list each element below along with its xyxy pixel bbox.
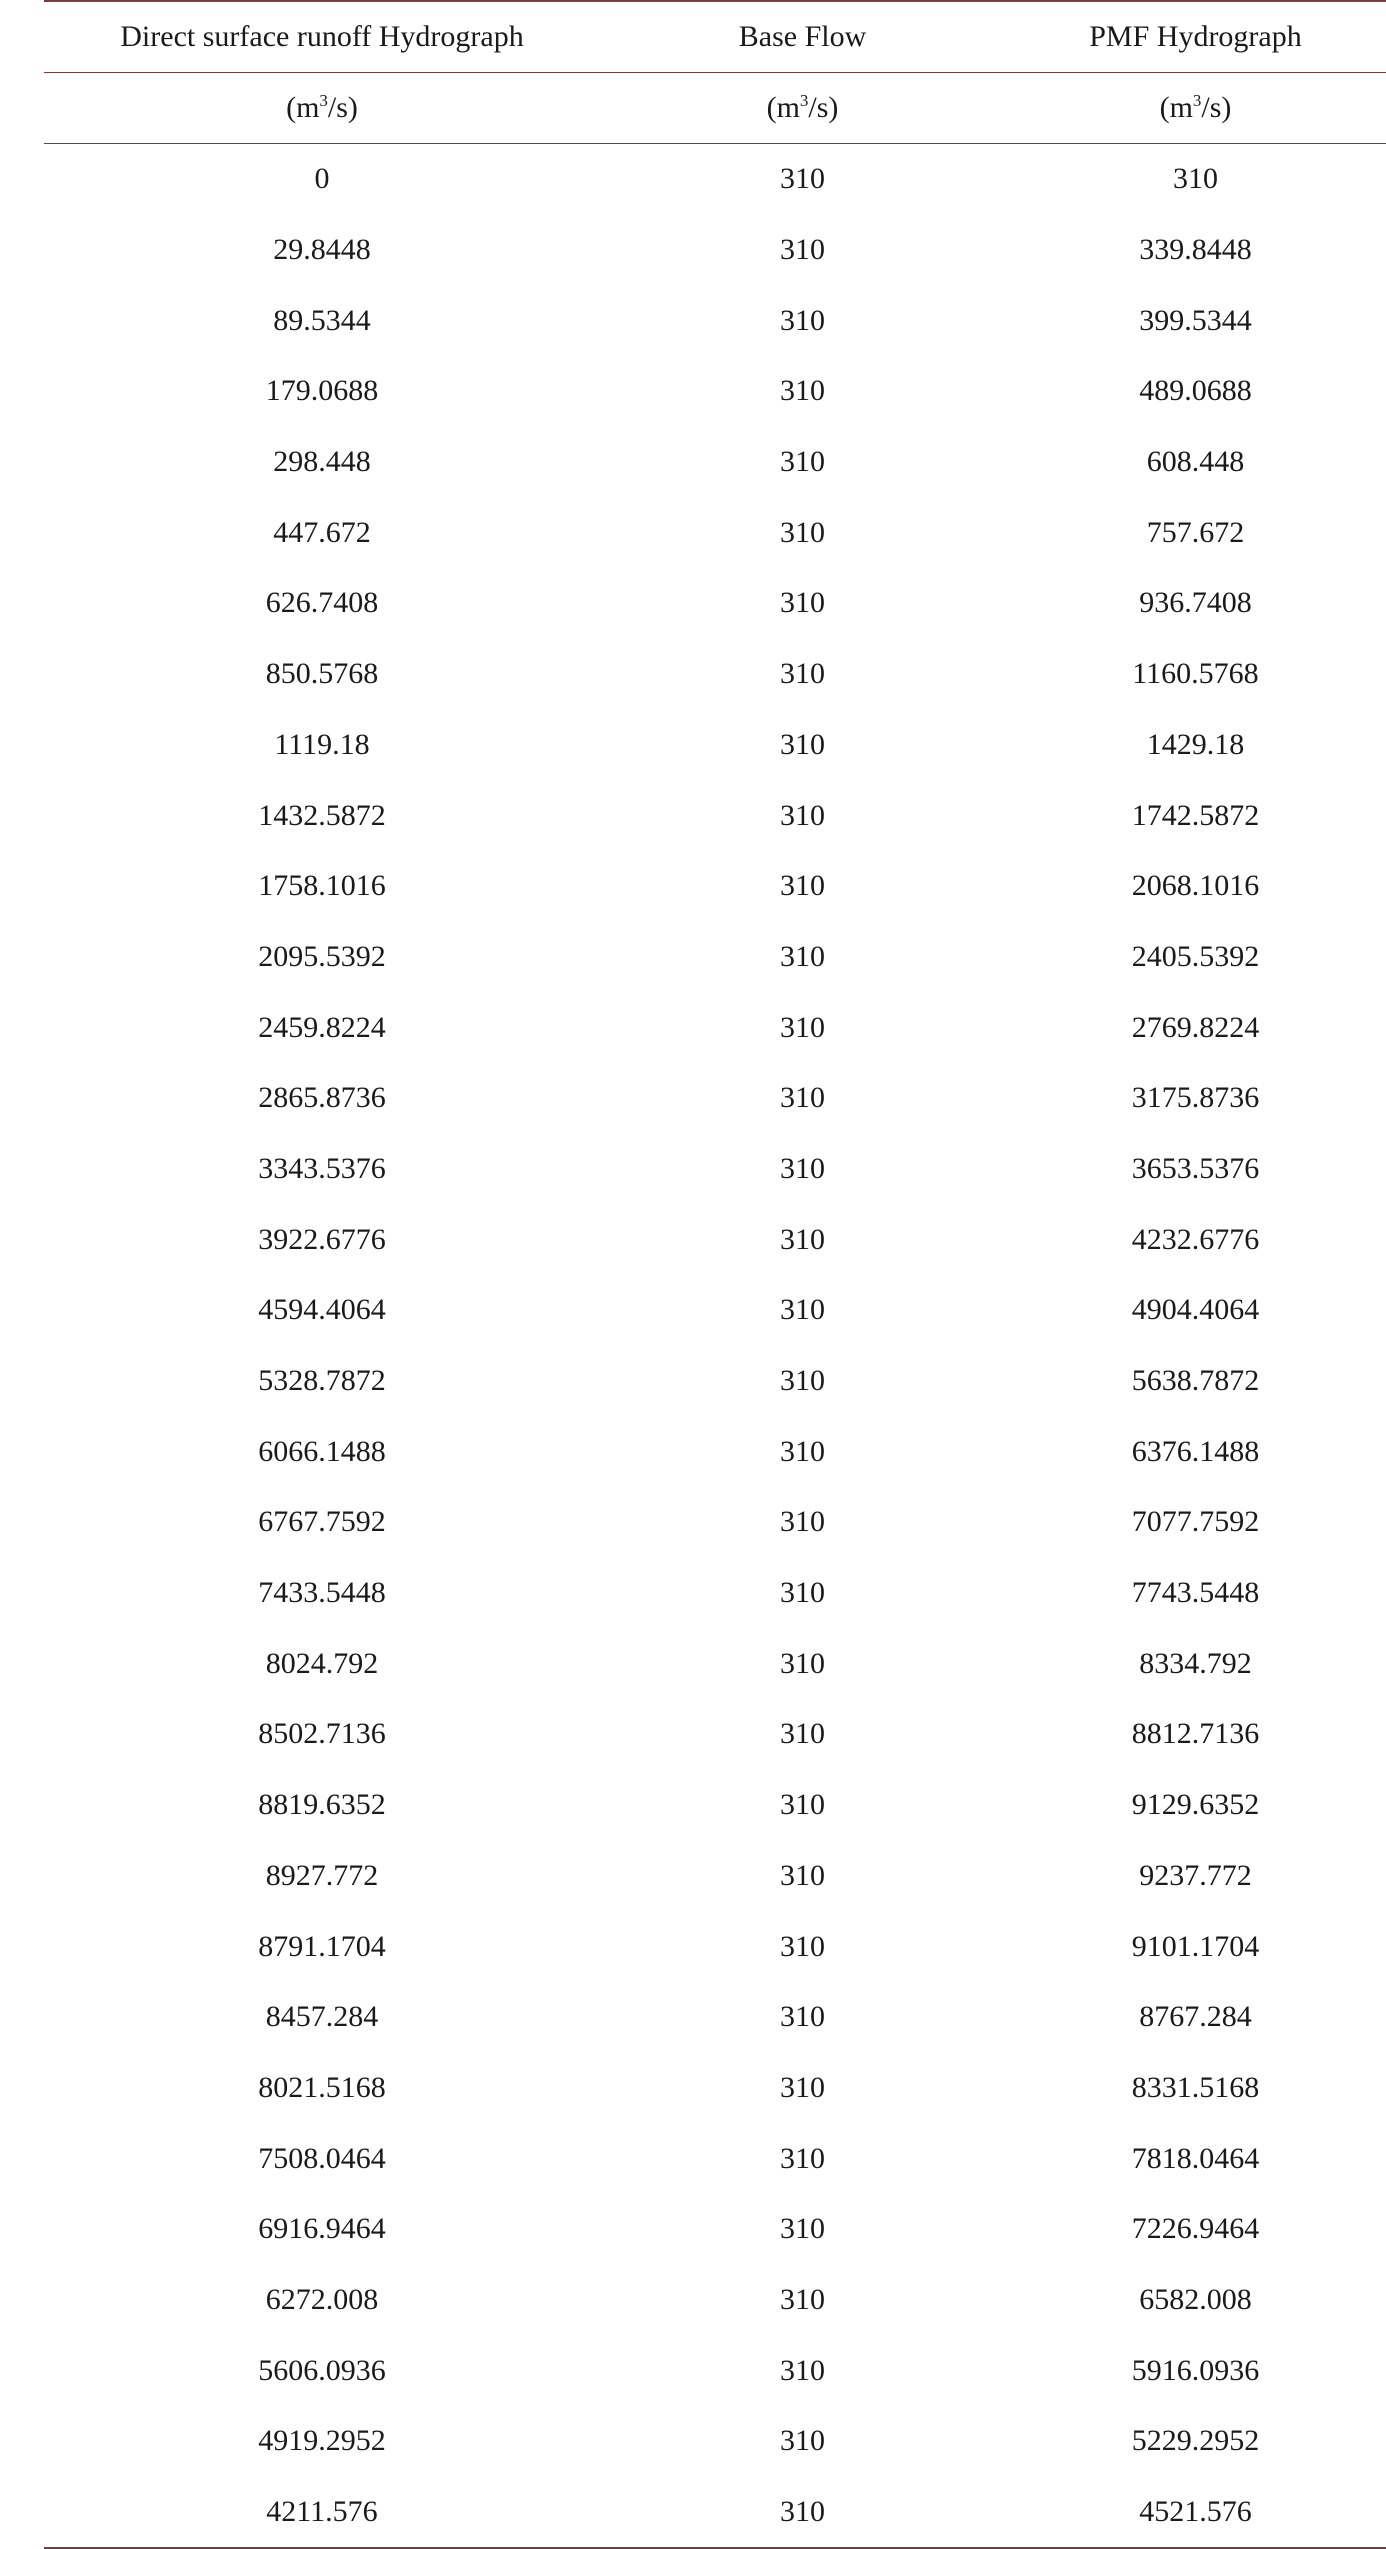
cell-pmf-hydrograph: 1160.5768: [1132, 657, 1259, 691]
table-row: [44, 1487, 1386, 1558]
cell-base-flow: 310: [780, 515, 825, 549]
cell-base-flow: 310: [780, 303, 825, 337]
cell-base-flow: 310: [780, 586, 825, 620]
cell-pmf-hydrograph: 3175.8736: [1131, 1081, 1260, 1115]
cell-direct-runoff: 7508.0464: [258, 2141, 386, 2175]
cell-pmf-hydrograph: 1742.5872: [1131, 798, 1260, 832]
cell-pmf-hydrograph: 5916.0936: [1131, 2353, 1260, 2387]
table-row: [44, 1275, 1386, 1346]
cell-direct-runoff: 8024.792: [265, 1646, 379, 1680]
cell-direct-runoff: 8819.6352: [258, 1788, 386, 1822]
cell-base-flow: 310: [780, 1717, 825, 1751]
cell-pmf-hydrograph: 8812.7136: [1131, 1717, 1260, 1751]
cell-base-flow: 310: [780, 445, 825, 479]
cell-base-flow: 310: [780, 869, 825, 903]
unit-prefix: (m: [1159, 91, 1193, 124]
column-header-pmf-hydrograph: PMF Hydrograph: [1005, 1, 1386, 73]
unit-prefix: (m: [286, 91, 320, 124]
cell-pmf-hydrograph: 1429.18: [1146, 727, 1245, 761]
cell-base-flow: 310: [780, 2353, 825, 2387]
cell-pmf-hydrograph: 9237.772: [1139, 1858, 1252, 1892]
cell-base-flow: 310: [780, 374, 825, 408]
table-body: [44, 144, 1386, 2549]
table-row: [44, 215, 1386, 286]
table-row: [44, 1911, 1386, 1982]
cell-pmf-hydrograph: 4232.6776: [1131, 1222, 1260, 1256]
table-row: [44, 922, 1386, 993]
cell-direct-runoff: 2865.8736: [258, 1081, 386, 1115]
cell-direct-runoff: 447.672: [273, 515, 371, 549]
cell-base-flow: 310: [780, 1858, 825, 1892]
cell-base-flow: 310: [780, 1081, 825, 1115]
cell-direct-runoff: 8457.284: [265, 2000, 379, 2034]
cell-pmf-hydrograph: 310: [1173, 162, 1218, 196]
cell-pmf-hydrograph: 2405.5392: [1131, 939, 1260, 973]
unit-pmf-hydrograph: [1005, 73, 1386, 144]
table-row: [44, 2477, 1386, 2549]
cell-direct-runoff: 5328.7872: [258, 1364, 386, 1398]
cell-direct-runoff: 1119.18: [274, 727, 370, 761]
cell-pmf-hydrograph: 7818.0464: [1131, 2141, 1260, 2175]
table-row: [44, 1770, 1386, 1841]
unit-suffix: /s): [1201, 91, 1232, 124]
table-row: [44, 2053, 1386, 2124]
cell-base-flow: 310: [780, 939, 825, 973]
cell-pmf-hydrograph: 936.7408: [1139, 586, 1252, 620]
unit-direct-runoff: [44, 73, 600, 144]
cell-base-flow: 310: [780, 657, 825, 691]
cell-pmf-hydrograph: 608.448: [1146, 445, 1245, 479]
cell-pmf-hydrograph: 2068.1016: [1131, 869, 1260, 903]
cell-direct-runoff: 8791.1704: [258, 1929, 386, 1963]
cell-pmf-hydrograph: 339.8448: [1139, 233, 1252, 267]
cell-pmf-hydrograph: 7743.5448: [1131, 1576, 1260, 1610]
unit-suffix: /s): [808, 91, 839, 124]
table-row: [44, 2335, 1386, 2406]
unit-exponent: 3: [319, 91, 328, 110]
table-row: [44, 1063, 1386, 1134]
cell-direct-runoff: 4919.2952: [258, 2424, 386, 2458]
cell-pmf-hydrograph: 9129.6352: [1131, 1788, 1260, 1822]
table-row: [44, 1628, 1386, 1699]
cell-base-flow: 310: [780, 1505, 825, 1539]
unit-suffix: /s): [327, 91, 358, 124]
cell-base-flow: 310: [780, 1151, 825, 1185]
cell-pmf-hydrograph: 8334.792: [1139, 1646, 1252, 1680]
cell-direct-runoff: 6066.1488: [258, 1434, 386, 1468]
table-row: [44, 427, 1386, 498]
cell-direct-runoff: 1432.5872: [258, 798, 386, 832]
table-row: [44, 568, 1386, 639]
cell-direct-runoff: 4594.4064: [258, 1293, 386, 1327]
hydrograph-table-container: [44, 0, 1386, 2549]
table-row: [44, 1346, 1386, 1417]
cell-direct-runoff: 3922.6776: [258, 1222, 386, 1256]
column-header-base-flow: Base Flow: [600, 1, 1005, 73]
cell-direct-runoff: 8502.7136: [258, 1717, 386, 1751]
table-row: [44, 1558, 1386, 1629]
cell-direct-runoff: 8927.772: [265, 1858, 379, 1892]
cell-direct-runoff: 6272.008: [265, 2282, 379, 2316]
cell-direct-runoff: 298.448: [273, 445, 371, 479]
cell-pmf-hydrograph: 7226.9464: [1131, 2212, 1260, 2246]
column-header-direct-runoff: Direct surface runoff Hydrograph: [44, 1, 600, 73]
cell-base-flow: 310: [780, 233, 825, 267]
table-row: [44, 1841, 1386, 1912]
cell-pmf-hydrograph: 8331.5168: [1131, 2070, 1260, 2104]
cell-base-flow: 310: [780, 162, 825, 196]
cell-pmf-hydrograph: 5638.7872: [1131, 1364, 1260, 1398]
cell-base-flow: 310: [780, 1434, 825, 1468]
cell-pmf-hydrograph: 9101.1704: [1131, 1929, 1260, 1963]
cell-pmf-hydrograph: 7077.7592: [1131, 1505, 1260, 1539]
table-row: [44, 992, 1386, 1063]
column-title-row: [44, 1, 1386, 73]
table-row: [44, 144, 1386, 215]
cell-base-flow: 310: [780, 1646, 825, 1680]
cell-direct-runoff: 89.5344: [273, 303, 371, 337]
cell-direct-runoff: 626.7408: [265, 586, 379, 620]
units-row: [44, 73, 1386, 144]
cell-direct-runoff: 850.5768: [265, 657, 379, 691]
cell-base-flow: 310: [780, 727, 825, 761]
cell-base-flow: 310: [780, 1364, 825, 1398]
cell-pmf-hydrograph: 399.5344: [1139, 303, 1252, 337]
cell-base-flow: 310: [780, 1788, 825, 1822]
table-row: [44, 1134, 1386, 1205]
cell-pmf-hydrograph: 4904.4064: [1131, 1293, 1260, 1327]
table-row: [44, 1204, 1386, 1275]
table-row: [44, 2406, 1386, 2477]
unit-prefix: (m: [766, 91, 800, 124]
cell-base-flow: 310: [780, 1293, 825, 1327]
cell-pmf-hydrograph: 8767.284: [1139, 2000, 1252, 2034]
table-row: [44, 1982, 1386, 2053]
cell-base-flow: 310: [780, 2141, 825, 2175]
cell-direct-runoff: 7433.5448: [258, 1576, 386, 1610]
cell-base-flow: 310: [600, 2477, 1005, 2549]
cell-pmf-hydrograph: 6376.1488: [1131, 1434, 1260, 1468]
table-row: [44, 2194, 1386, 2265]
cell-pmf-hydrograph: 4521.576: [1005, 2477, 1386, 2549]
table-row: [44, 1699, 1386, 1770]
cell-pmf-hydrograph: 2769.8224: [1131, 1010, 1260, 1044]
cell-direct-runoff: 5606.0936: [258, 2353, 386, 2387]
cell-direct-runoff: 2459.8224: [258, 1010, 386, 1044]
cell-base-flow: 310: [780, 2070, 825, 2104]
cell-pmf-hydrograph: 489.0688: [1139, 374, 1252, 408]
unit-exponent: 3: [1192, 91, 1202, 110]
cell-base-flow: 310: [780, 1010, 825, 1044]
hydrograph-table: [44, 0, 1386, 2549]
cell-base-flow: 310: [780, 1929, 825, 1963]
cell-direct-runoff: 4211.576: [44, 2477, 600, 2549]
table-header: [44, 1, 1386, 144]
table-row: [44, 285, 1386, 356]
cell-base-flow: 310: [780, 2000, 825, 2034]
cell-direct-runoff: 1758.1016: [258, 869, 386, 903]
cell-base-flow: 310: [780, 1576, 825, 1610]
unit-base-flow: [600, 73, 1005, 144]
cell-direct-runoff: 0: [314, 162, 330, 196]
unit-exponent: 3: [799, 91, 809, 110]
cell-base-flow: 310: [780, 2424, 825, 2458]
table-row: [44, 639, 1386, 710]
cell-base-flow: 310: [780, 798, 825, 832]
table-row: [44, 780, 1386, 851]
cell-pmf-hydrograph: 5229.2952: [1131, 2424, 1260, 2458]
cell-pmf-hydrograph: 757.672: [1146, 515, 1245, 549]
table-row: [44, 497, 1386, 568]
cell-direct-runoff: 29.8448: [273, 233, 371, 267]
table-row: [44, 356, 1386, 427]
table-row: [44, 851, 1386, 922]
table-row: [44, 710, 1386, 781]
table-row: [44, 2265, 1386, 2336]
table-row: [44, 2123, 1386, 2194]
cell-direct-runoff: 6767.7592: [258, 1505, 386, 1539]
cell-direct-runoff: 2095.5392: [258, 939, 386, 973]
cell-direct-runoff: 179.0688: [265, 374, 379, 408]
cell-pmf-hydrograph: 6582.008: [1139, 2282, 1252, 2316]
cell-base-flow: 310: [780, 2212, 825, 2246]
cell-direct-runoff: 6916.9464: [258, 2212, 386, 2246]
table-row: [44, 1416, 1386, 1487]
cell-base-flow: 310: [780, 2282, 825, 2316]
cell-direct-runoff: 8021.5168: [258, 2070, 386, 2104]
cell-direct-runoff: 3343.5376: [258, 1151, 386, 1185]
cell-pmf-hydrograph: 3653.5376: [1131, 1151, 1260, 1185]
cell-base-flow: 310: [780, 1222, 825, 1256]
